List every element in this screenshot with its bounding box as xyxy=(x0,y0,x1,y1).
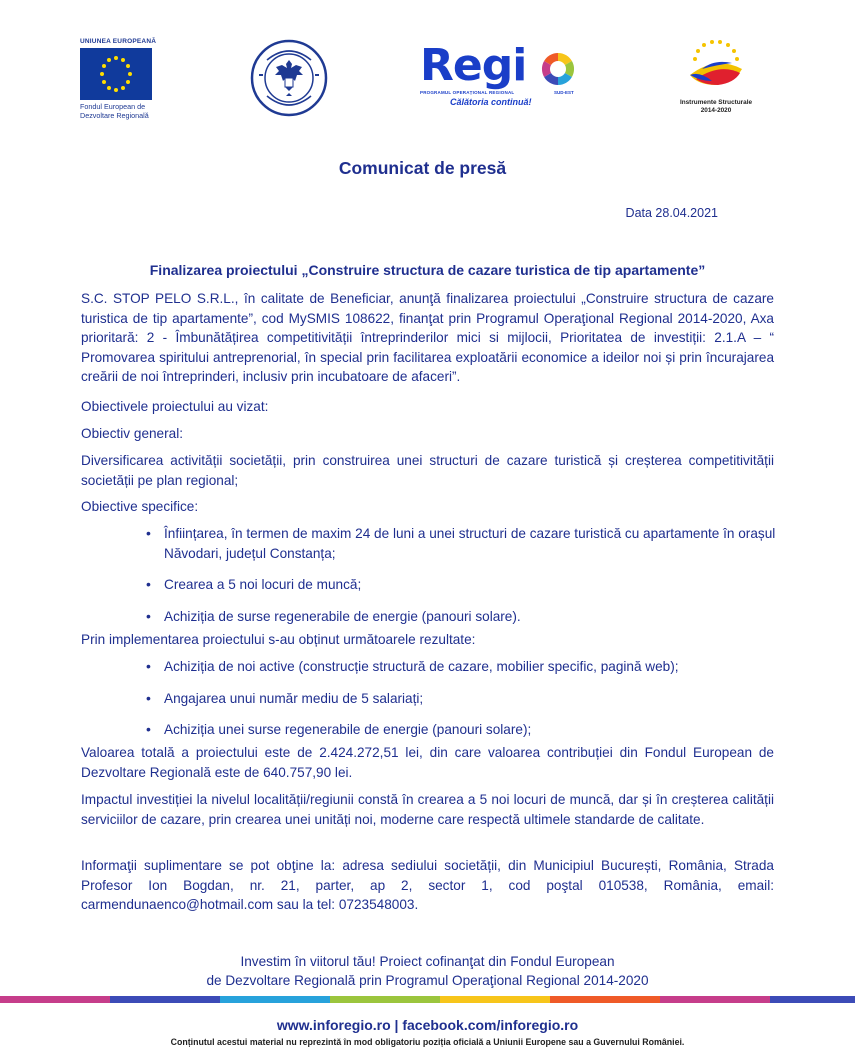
list-item: • Achiziția unei surse regenerabile de energie (panouri solare); xyxy=(146,720,786,740)
list-item: • Angajarea unui număr mediu de 5 salariați; xyxy=(146,689,786,709)
regio-region-label: SUD-EST xyxy=(554,90,574,95)
government-seal-logo xyxy=(249,38,329,118)
eu-logo-title: UNIUNEA EUROPEANĂ xyxy=(80,38,157,45)
regio-rainbow-o-icon xyxy=(541,52,575,86)
list-item: • Achiziția de surse regenerabile de energie (panouri solare). xyxy=(146,607,786,627)
impact-paragraph: Impactul investiției la nivelul localității/regiunii constă în crearea a 5 noi locuri de muncă, dar și în creșterea calității serviciilor de cazare, prin crearea unei unități noi, moderne care respectă ultimele standarde de calitate. xyxy=(81,792,774,827)
regio-tagline: Călătoria continuă! xyxy=(450,97,532,107)
footer-cofinancing-line1: Investim în viitorul tău! Proiect cofinanţat din Fondul European xyxy=(240,954,615,969)
structural-instruments-emblem-icon xyxy=(666,35,766,97)
rainbow-divider xyxy=(0,996,855,1003)
project-value-paragraph: Valoarea totală a proiectului este de 2.424.272,51 lei, din care valoarea contribuției din Fondul European de Dezvoltare Regională este de 640.757,90 lei. xyxy=(81,745,774,780)
eu-fund-logo xyxy=(80,38,170,120)
eu-flag-icon xyxy=(80,48,152,100)
eu-caption-line2: Dezvoltare Regională xyxy=(80,110,149,120)
contact-paragraph: Informaţii suplimentare se pot obţine la: adresa sediului societății, din Municipiul București, România, Strada Profesor Ion Bogdan, nr. 21, parter, ap 2, sector 1, cod poştal 010538, România, email: carmendunaenco@hotmail.com sau la tel: 0723548003. xyxy=(81,858,774,912)
specific-objectives-heading: Obiective specifice: xyxy=(81,499,199,514)
results-list xyxy=(146,657,786,740)
is-caption-line2: 2014-2020 xyxy=(700,106,732,114)
list-item: • Crearea a 5 noi locuri de muncă; xyxy=(146,575,786,595)
eu-caption-line1: Fondul European de xyxy=(80,102,146,111)
specific-objectives-list xyxy=(146,524,786,626)
list-item: • Achiziția de noi active (construcție structură de cazare, mobilier specific, pagină web); xyxy=(146,657,786,677)
eu-logo-caption xyxy=(80,103,170,120)
results-heading: Prin implementarea proiectului s-au obținut următoarele rezultate: xyxy=(81,632,476,647)
regio-wordmark: Regi xyxy=(420,40,527,91)
footer-disclaimer: Conținutul acestui material nu reprezintă în mod obligatoriu poziția oficială a Uniunii Europene sau a Guvernului României. xyxy=(170,1037,685,1047)
structural-instruments-logo xyxy=(666,35,766,125)
list-item: • Înființarea, în termen de maxim 24 de luni a unei structuri de cazare turistică cu apartamente în orașul Năvodari, județul Constanța; xyxy=(146,524,786,563)
regio-logo xyxy=(420,40,580,114)
press-release-date: Data 28.04.2021 xyxy=(625,206,718,220)
general-objective-heading: Obiectiv general: xyxy=(81,426,184,441)
project-title: Finalizarea proiectului „Construire structura de cazare turistica de tip apartamente” xyxy=(149,262,706,278)
regio-program-label: PROGRAMUL OPERAȚIONAL REGIONAL xyxy=(420,90,515,95)
footer-cofinancing-line2: de Dezvoltare Regională prin Programul Operaţional Regional 2014-2020 xyxy=(206,973,649,988)
footer-links[interactable]: www.inforegio.ro | facebook.com/inforegio.ro xyxy=(276,1017,579,1033)
page-title: Comunicat de presă xyxy=(338,158,507,178)
objectives-heading: Obiectivele proiectului au vizat: xyxy=(81,399,269,414)
intro-paragraph: S.C. STOP PELO S.R.L., în calitate de Beneficiar, anunţă finalizarea proiectului „Construire structura de cazare turistica de tip apartamente”, cod MySMIS 108622, finanţat prin Programul Operaţional Regional 2014-2020, Axa prioritară: 2 - Îmbunătățirea competitivității întreprinderilor mici si mijlocii, Prioritatea de investiții: 2.1.A – “ Promovarea spiritului antreprenorial, în special prin facilitarea exploatării economice a ideilor noi și prin încurajarea creării de noi întreprinderi, inclusiv prin incubatoare de afaceri”. xyxy=(81,291,774,384)
structural-instruments-caption xyxy=(674,99,758,114)
is-caption-line1: Instrumente Structurale xyxy=(679,99,753,106)
general-objective-text: Diversificarea activității societății, prin construirea unei structuri de cazare turistică și creșterea competitivității societății pe plan regional; xyxy=(81,453,774,488)
